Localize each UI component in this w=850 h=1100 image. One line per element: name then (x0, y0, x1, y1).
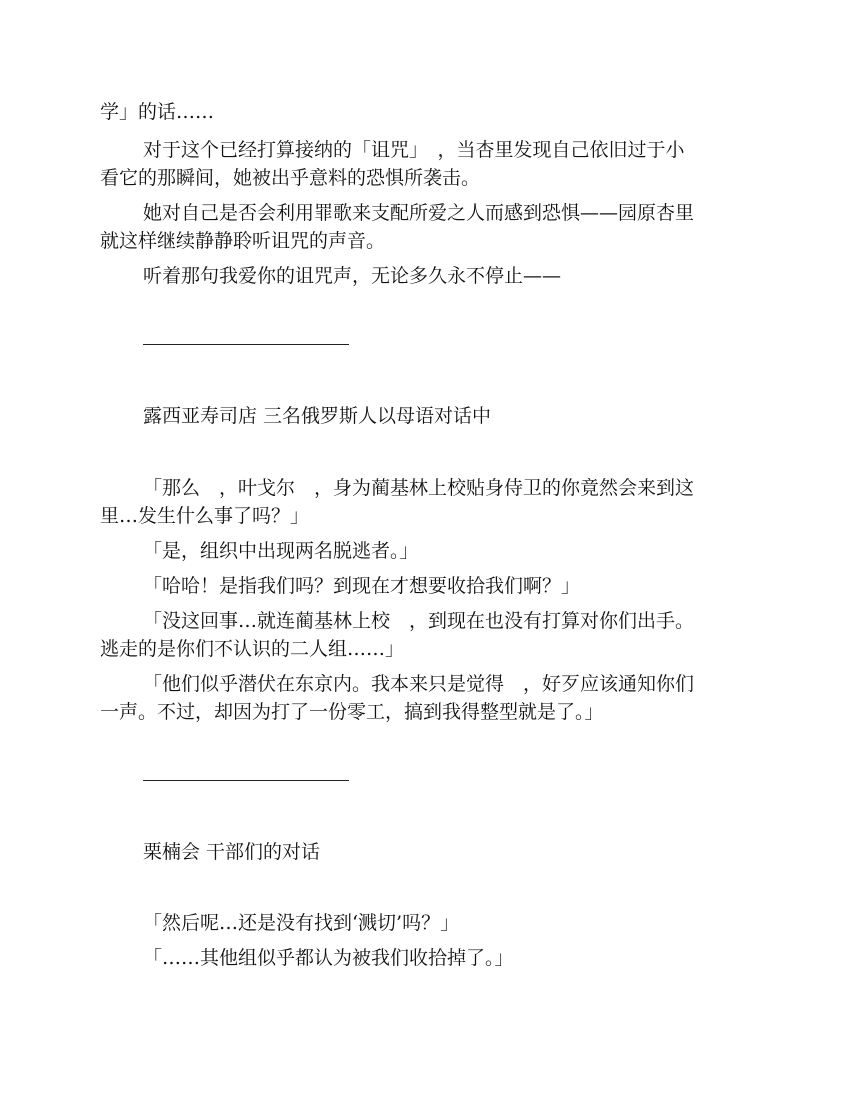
dialogue-6-line-1: 「然后呢…还是没有找到‘溅切’吗？」 (143, 912, 460, 934)
paragraph-2-line-2: 看它的那瞬间，她被出乎意料的恐惧所袭击。 (100, 167, 481, 189)
dialogue-5-line-1: 「他们似乎潜伏在东京内。我本来只是觉得 ，好歹应该通知你们 (143, 673, 695, 695)
dialogue-2-line-1: 「是，组织中出现两名脱逃者。」 (143, 540, 419, 562)
paragraph-1-line-1: 学」的话…… (100, 101, 215, 123)
paragraph-3-line-2: 就这样继续静静聆听诅咒的声音。 (100, 230, 386, 252)
paragraph-4-line-1: 听着那句我爱你的诅咒声，无论多久永不停止—— (143, 265, 562, 287)
section-1-heading: 露西亚寿司店 三名俄罗斯人以母语对话中 (143, 405, 492, 427)
dialogue-5-line-2: 一声。不过，却因为打了一份零工，搞到我得整型就是了。」 (100, 701, 604, 723)
dialogue-1-line-2: 里…发生什么事了吗？」 (100, 505, 310, 527)
dialogue-1-line-1: 「那么 ，叶戈尔 ，身为蔺基林上校贴身侍卫的你竟然会来到这 (143, 477, 695, 499)
paragraph-2-line-1: 对于这个已经打算接纳的「诅咒」 ，当杏里发现自己依旧过于小 (143, 139, 685, 161)
dialogue-4-line-1: 「没这回事…就连蔺基林上校 ，到现在也没有打算对你们出手。 (143, 610, 695, 632)
section-2-heading: 栗楠会 干部们的对话 (143, 841, 321, 863)
paragraph-3-line-1: 她对自己是否会利用罪歌来支配所爱之人而感到恐惧——园原杏里 (143, 202, 695, 224)
dialogue-4-line-2: 逃走的是你们不认识的二人组……」 (100, 638, 405, 660)
dialogue-7-line-1: 「……其他组似乎都认为被我们收拾掉了。」 (143, 947, 514, 969)
section-divider-2 (143, 780, 349, 781)
dialogue-3-line-1: 「哈哈！是指我们吗？到现在才想要收拾我们啊？」 (143, 575, 581, 597)
section-divider-1 (143, 344, 349, 345)
